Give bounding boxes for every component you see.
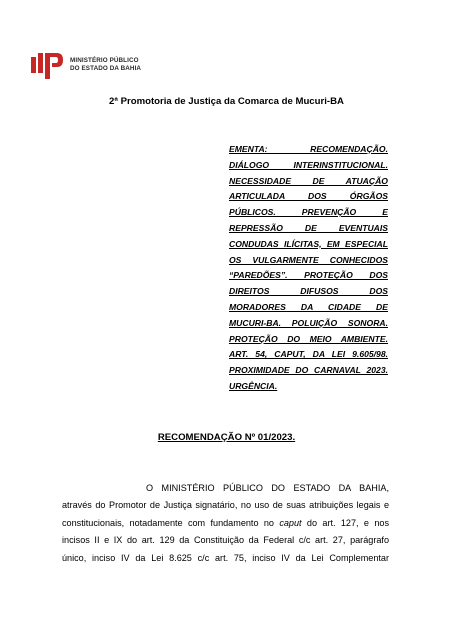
body-line: único, inciso IV da Lei 8.625 c/c art. 75, inciso IV da Lei Complementar	[62, 552, 389, 563]
ementa-line: CONDUDAS ILÍCITAS, EM ESPECIAL	[229, 238, 388, 249]
body-line: O MINISTÉRIO PÚBLICO DO ESTADO DA BAHIA,	[146, 483, 389, 493]
body-paragraph	[62, 480, 389, 567]
ementa-line: PROXIMIDADE DO CARNAVAL 2023.	[229, 365, 388, 376]
ementa-block	[229, 142, 388, 395]
ementa-line: OS VULGARMENTE CONHECIDOS	[229, 254, 388, 265]
ementa-line: MUCURI-BA. POLUIÇÃO SONORA.	[229, 317, 388, 328]
org-name	[70, 57, 141, 73]
ementa-line: “PAREDÕES”. PROTEÇÃO DOS	[229, 270, 388, 281]
ementa-line: NECESSIDADE DE ATUAÇÃO	[229, 175, 388, 186]
ementa-line: REPRESSÃO DE EVENTUAIS	[229, 222, 388, 233]
ementa-line: MORADORES DA CIDADE DE	[229, 301, 388, 312]
body-line: através do Promotor de Justiça signatário, no uso de suas atribuições legais e	[62, 500, 389, 511]
body-italic-term: caput	[279, 517, 302, 528]
body-line: incisos II e IX do art. 129 da Constituição da Federal c/c art. 27, parágrafo	[62, 535, 389, 546]
mp-ba-logo	[30, 48, 190, 82]
org-name-line2: DO ESTADO DA BAHIA	[70, 65, 142, 72]
ementa-line: DIÁLOGO INTERINSTITUCIONAL.	[229, 159, 388, 170]
ementa-line: PROTEÇÃO DO MEIO AMBIENTE.	[229, 333, 388, 344]
org-name-line1: MINISTÉRIO PÚBLICO	[70, 57, 139, 64]
ementa-line: URGÊNCIA.	[229, 380, 278, 391]
unit-title: 2ª Promotoria de Justiça da Comarca de Mucuri-BA	[109, 96, 344, 107]
ementa-line: EMENTA: RECOMENDAÇÃO.	[229, 144, 388, 154]
body-text-fragment: do art. 127, e nos	[301, 517, 389, 528]
ementa-line: DIREITOS DIFUSOS DOS	[229, 286, 388, 297]
body-line	[62, 515, 389, 532]
body-text-fragment: constitucionais, notadamente com fundamento no	[62, 517, 280, 528]
ementa-line: ARTICULADA DOS ÓRGÃOS	[229, 191, 388, 202]
ementa-line: PÚBLICOS. PREVENÇÃO E	[229, 207, 388, 218]
ementa-line: ART. 54, CAPUT, DA LEI 9.605/98.	[229, 349, 388, 360]
mp-logo-icon	[30, 48, 64, 82]
recommendation-title: RECOMENDAÇÃO Nº 01/2023.	[157, 432, 296, 443]
